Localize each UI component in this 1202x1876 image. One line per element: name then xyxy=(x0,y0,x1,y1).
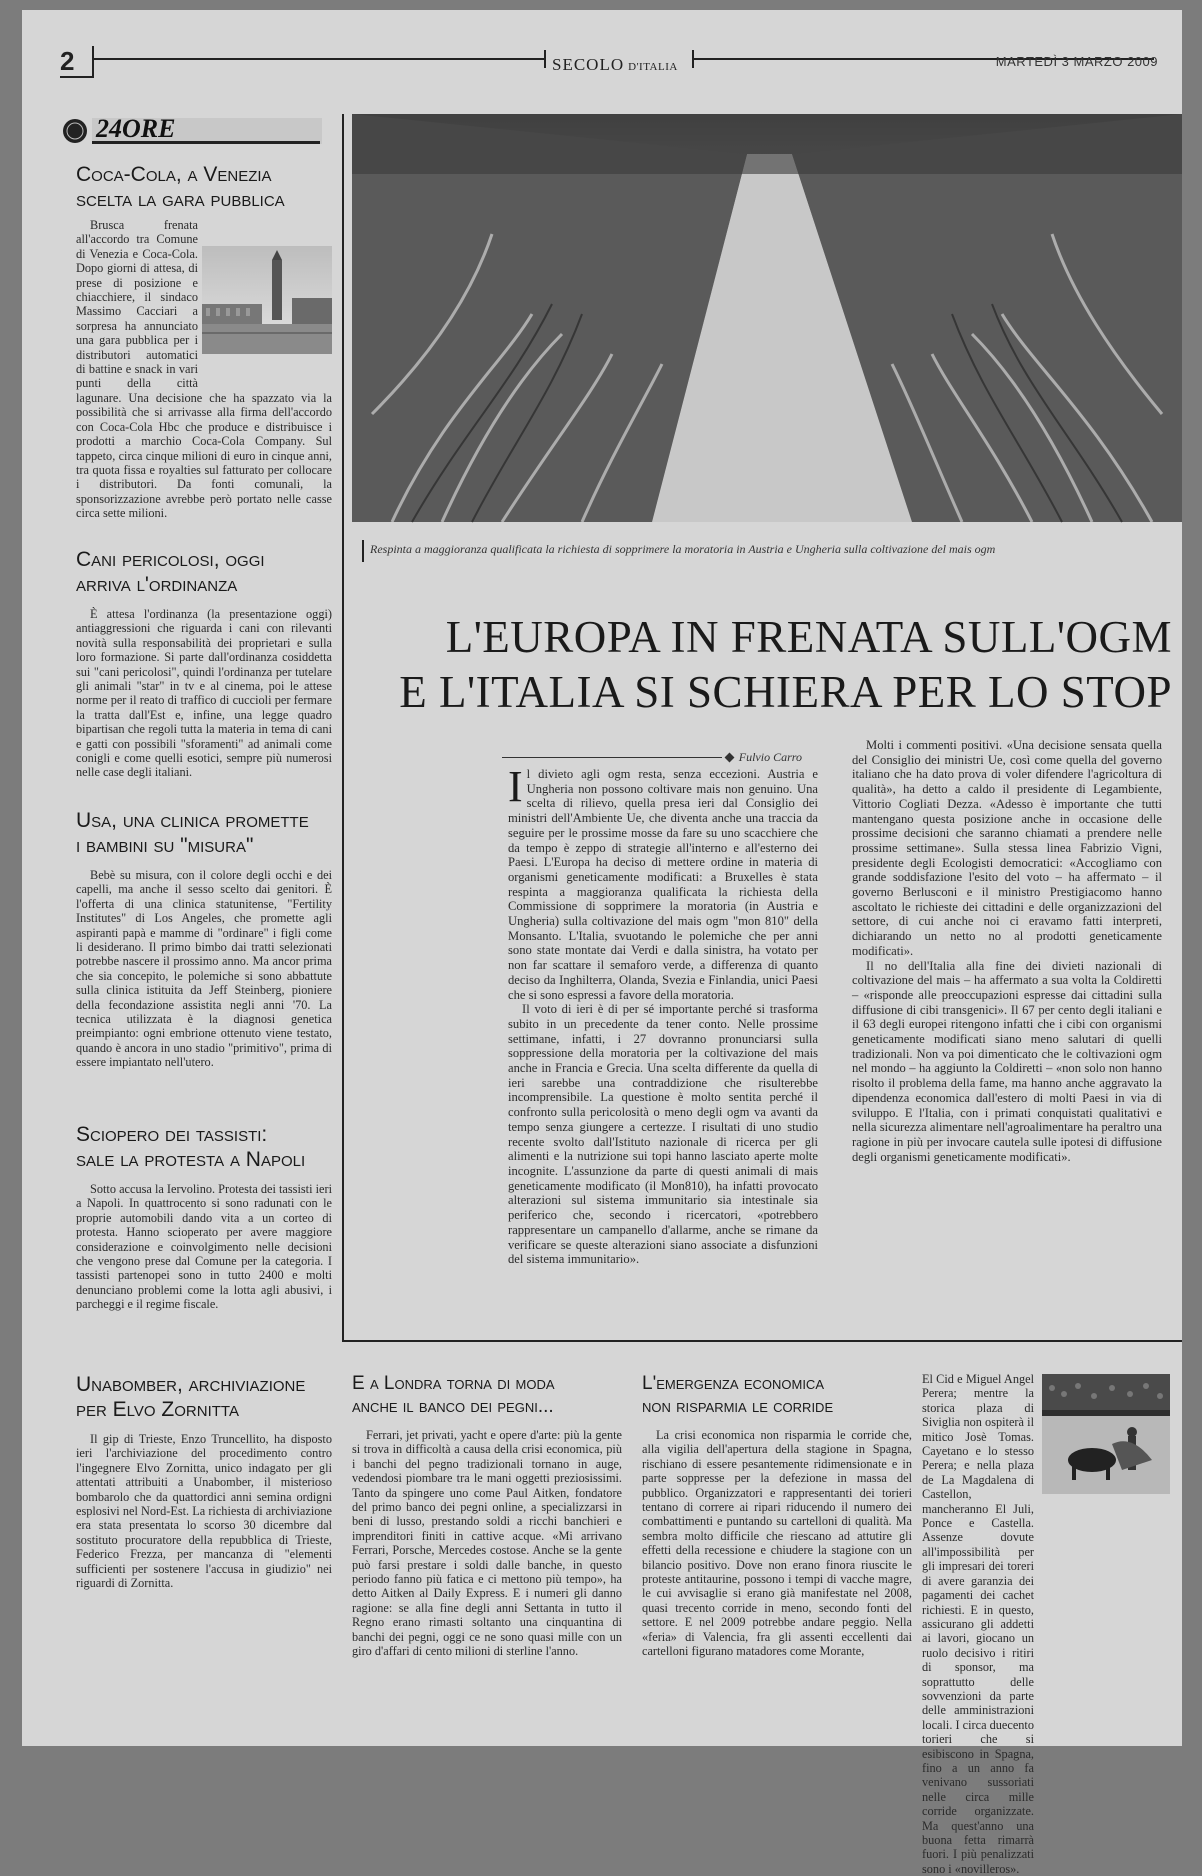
bullfight-photo xyxy=(1042,1374,1170,1494)
brief-body xyxy=(76,218,332,521)
story-body-continued: El Cid e Miguel Angel Perera; mentre la storica plaza di Siviglia non ospiterà il mitico Josè Tomas. Cayetano e lo stesso Perera; e nella plaza de La Magdalena di Castellon, mancheranno El Juli, Ponce e Castella. Assenze dovute all'impossibilità per gli impresari dei toreri di avere garanzia dei pagamenti dei cachet richiesti. E in questo, assicurano gli addetti ai lavori, giocano un ruolo decisivo i ritiri di sponsor, ma soprattutto delle sovvenzioni da parte delle amministrazioni locali. I circa duecento torieri che si esibiscono in Spagna, fino a un anno fa venivano sussoriati nelle circa mille corride organizzate. Ma quest'anno una buona fetta rimarrà fuori. I più penalizzati sono i «novilleros». xyxy=(922,1372,1034,1876)
headline-line2: E L'ITALIA SI SCHIERA PER LO STOP xyxy=(399,667,1172,717)
story-body: La crisi economica non risparmia le corride che, alla vigilia dell'apertura della stagione in Spagna, rischiano di essere pesantemente ridimensionate e in parte soppresse per la defezione in massa del pubblico. Organizzatori e rappresentanti dei torieri tentano di correre ai ripari riducendo il numero dei combattimenti e puntando su cartelloni di qualità. Ma sembra molto difficile che riescano ad attutire gli effetti della recessione e chiudere la stagione con un bilancio positivo. Dove non erano finora riuscite le proteste antitaurine, possono i tempi di vacche magre, le cui avvisaglie si erano già manifestate nel 2008, quasi trecento corride in meno, secondo fonti del settore. E nel 2009 potrebbe andare peggio. Nella «feria» di Valencia, fra gli assenti eccellenti dai cartelloni figurano matadores come Morante, xyxy=(642,1428,912,1659)
brief-body-text: Sotto accusa la Iervolino. Protesta dei tassisti ieri a Napoli. In quattrocento si sono radunati con le proprie automobili dando vita a un corteo di protesta. Hanno scioperato per avere maggiore considerazione e coinvolgimento nelle decisioni che vengono prese dal Comune per la categoria. I tassisti partenopei sono in tutto 2400 e molti denunciano problemi come la lotta agli abusivi, i parcheggi e il regime fiscale. xyxy=(76,1182,332,1312)
caption-rule xyxy=(362,540,364,562)
byline-rule xyxy=(502,757,722,758)
brief-title-line2: sale la protesta a Napoli xyxy=(76,1148,306,1171)
brief-cani xyxy=(76,547,332,780)
brief-title-line1: Coca-Cola, a Venezia xyxy=(76,163,272,186)
brief-coca-cola xyxy=(76,162,332,521)
brief-title xyxy=(76,808,332,858)
byline-author: Fulvio Carro xyxy=(738,750,802,764)
story-body: Ferrari, jet privati, yacht e opere d'arte: più la gente si trova in difficoltà a causa della crisi economica, più i banchi del pegno tradizionali tornano in auge, vedendosi piombare tra le mani oggetti preziosissimi. Tanto da spingere uno come Paul Aitken, fondatore del primo banco dei pegni online, a specializzarsi in beni di lusso, prestando soldi a ricchi banchieri e imprenditori finiti in cattive acque. «Mi arrivano Ferrari, Porsche, Mercedes costose. Anche se la gente può farsi prestare i soldi dalle banche, in questo periodo fanno più fatica e ci mettono più tempo», ha detto Aitken al Daily Express. E i numeri gli danno ragione: se alla fine degli anni Settanta in tutto il Regno erano rimasti soltanto una cinquantina di banchi dei pegni, oggi ce ne sono quasi mille con un giro d'affari di cento milioni di sterline l'anno. xyxy=(352,1428,622,1659)
bottom-story-london xyxy=(352,1372,622,1659)
brief-title xyxy=(76,547,332,597)
newspaper-page xyxy=(22,10,1182,1876)
brief-body-text: Il gip di Trieste, Enzo Truncellito, ha disposto ieri l'archiviazione del procedimento contro l'ingegnere Elvo Zornitta, unico indagato per gli attentati attribuiti a Unabomber, il misterioso bombarolo che da quattordici anni semina ordigni esplosivi nel Nord-Est. La richiesta di archiviazione era stata presentata lo scorso 30 dicembre dal sostituto procuratore della repubblica di Trieste, Federico Frezza, per mancanza di "elementi sufficienti per sostenere l'accusa in giudizio" nei riguardi di Zornitta. xyxy=(76,1432,332,1591)
header-rule-left xyxy=(94,58,544,60)
brief-title-line1: Cani pericolosi, oggi xyxy=(76,548,265,571)
brief-title xyxy=(76,1372,332,1422)
brief-body-text: Bebè su misura, con il colore degli occhi e dei capelli, ma anche il sesso scelto dai genitori. È l'offerta di una clinica statunitense, "Fertility Institutes" di Los Angeles, che promette agli aspiranti papà e mamme di "ordinare" i figli come li desiderano. Il primo bimbo dai tratti selezionati potrebbe nascere il prossimo anno. Ma ancor prima che sia concepito, le polemiche si sono abbattute sulla clinica istituita da Jeff Steinberg, pioniere della fecondazione assistita negli anni '70. La tecnica utilizzata è la diagnosi genetica preimpianto: ogni embrione ottenuto viene testato, quando è ancora in uno stadio "primitivo", prima di essere impiantato nell'utero. xyxy=(76,868,332,1070)
dropcap: I xyxy=(508,762,523,811)
main-box-bottom-rule xyxy=(342,1340,1182,1342)
story-title xyxy=(352,1372,622,1418)
brief-title-line1: Unabomber, archiviazione xyxy=(76,1373,306,1396)
masthead-small: D'ITALIA xyxy=(628,61,678,73)
masthead xyxy=(552,55,678,75)
photo-caption: Respinta a maggioranza qualificata la richiesta di sopprimere la moratoria in Austria e Ungheria sulla coltivazione del mais ogm xyxy=(370,542,996,556)
story-title-line2: non risparmia le corride xyxy=(642,1396,834,1417)
main-box-left-rule xyxy=(342,114,344,1340)
story-title-line1: E a Londra torna di moda xyxy=(352,1373,555,1394)
brief-title xyxy=(76,162,332,212)
main-headline xyxy=(352,610,1172,720)
main-story-col1 xyxy=(508,762,818,1315)
bottom-story-corride-cont xyxy=(922,1372,1034,1876)
brief-title xyxy=(76,1122,332,1172)
header-divider xyxy=(544,50,546,68)
brief-usa xyxy=(76,808,332,1070)
section-logo xyxy=(62,116,322,144)
main-story-col2 xyxy=(852,738,1162,1315)
issue-date: MARTEDÌ 3 MARZO 2009 xyxy=(995,54,1158,69)
byline xyxy=(502,750,802,765)
brief-title-line2: arriva l'ordinanza xyxy=(76,573,238,596)
brief-title-line2: per Elvo Zornitta xyxy=(76,1398,239,1421)
brief-body-text: Brusca frenata all'accordo tra Comune di Venezia e Coca-Cola. Dopo giorni di attesa, di prese di posizione e chiacchiere, il sindaco Massimo Cacciari a sorpresa ha annunciato una gara pubblica per i distributori automatici di battine e snack in vari punti della città lagunare. Una decisione che ha spazzato via la possibilità che si arrivasse alla firma dell'accordo con Coca-Cola Hbc che produce e distribuisce i prodotti a marchio Coca-Cola Company. Sul tappeto, circa cinque milioni di euro in cinque anni, tra quota fissa e royalties sul fatturato per collocare i distributori. Da fonti comunali, la sponsorizzazione avrebbe però portato nelle casse circa sette milioni. xyxy=(76,218,332,521)
main-story-p3: Molti i commenti positivi. «Una decisione sensata quella del Consiglio dei ministri Ue, così come quella del governo italiano che ha dato prova di voler difendere l'agricoltura di qualità», ha detto a caldo il presidente di Legambiente, Vittorio Cogliati Dezza. «Adesso è importante che tutti mantengano questa posizione anche in occasione delle prossime decisioni che saranno chiamati a prendere nelle prossime settimane». Sulla stessa linea Fabrizio Vigni, presidente degli Ecologisti democratici: «Accogliamo con grande soddisfazione l'esito del voto – ha affermato – il governo Berlusconi e il ministro Prestigiacomo hanno ascoltato le richieste dei cittadini e delle organizzazioni del settore, di cui anche noi ci eravamo fatti interpreti, dichiarando un netto no al prodotti geneticamente modificati». xyxy=(852,738,1162,958)
headline-line1: L'EUROPA IN FRENATA SULL'OGM xyxy=(445,612,1172,662)
brief-unabomber xyxy=(76,1372,332,1590)
main-story-p4: Il no dell'Italia alla fine dei divieti nazionali di coltivazione del mais – ha affermato a sua volta la Coldiretti – «risponde alle preoccupazioni espresse dai cittadini sulla diffusione di cibi transgenici». Il 67 per cento degli italiani e il 63 degli europei ritengono infatti che i cibi con organismi geneticamente modificati siano meno salutari di quelli tradizionali. Non va poi dimenticato che le coltivazioni ogm nel mondo – ha aggiunto la Coldiretti – «non solo non hanno risolto il problema della fame, ma hanno anche aggravato la dipendenza economica dall'estero di molti Paesi in via di sviluppo. E l'Italia, con i primati conquistati qualitativi e nella sicurezza alimentare nell'agroalimentare ha peraltro una ragione in più per invocare cautela sulle ipotesi di diffusione degli organismi geneticamente modificati». xyxy=(852,958,1162,1164)
byline-diamond xyxy=(724,753,734,763)
story-title-line1: L'emergenza economica xyxy=(642,1373,824,1394)
brief-body-text: È attesa l'ordinanza (la presentazione oggi) antiaggressioni che riguarda i cani con rilevanti novità sulla responsabilità dei proprietari e sulla loro formazione. Si parte dall'ordinanza cosiddetta sui "cani pericolosi", quindi l'ordinanza per tutelare gli animali "star" in tv e al cinema, poi le attese norme per il reato di traffico di cuccioli per fermare la tratta dall'Est e, infine, una legge quadro bipartisan che regoli tutta la materia in tema di cani e gatti con possibili "sforamenti" ad animali come conigli e come quelli esotici, sempre più numerosi nelle case degli italiani. xyxy=(76,607,332,780)
brief-title-line2: i bambini su "misura" xyxy=(76,834,254,857)
brief-title-line1: Sciopero dei tassisti: xyxy=(76,1123,268,1146)
page-number: 2 xyxy=(60,46,94,78)
brief-tassisti xyxy=(76,1122,332,1312)
story-title xyxy=(642,1372,912,1418)
story-title-line2: anche il banco dei pegni... xyxy=(352,1396,554,1417)
section-logo-text: 24ORE xyxy=(96,114,176,143)
bottom-story-corride xyxy=(642,1372,912,1659)
main-story-p2: Il voto di ieri è di per sé importante perché si trasforma subito in un precedente da tener conto. Nelle prossime settimane, infatti, i 27 dovranno pronunciarsi sulla soppressione della moratoria per la coltivazione del mais anche in Francia e Grecia. Una scelta differente da quella di ieri sarebbe una contraddizione che risulterebbe incomprensibile. La questione è molto sentita perché il confronto sulla pericolosità o meno degli ogm va avanti da tempo senza giungere a certezze. I risultati di uno studio recente svolto dall'Istituto nazionale di ricerca per gli alimenti e la nutrizione sui topi hanno lasciato aperte molte incognite. L'assunzione da parte di questi animali di mais geneticamente modificato (il Mon810), ha infatti provocato alterazioni sul sistema immunitario sia intestinale sia periferico che, secondo i ricercatori, «potrebbero rappresentare un campanello d'allarme, anche se rimane da verificare se queste alterazioni siano associate a disfunzioni del sistema immunitario». xyxy=(508,1002,818,1267)
masthead-title: SECOLO xyxy=(552,55,625,74)
brief-title-line2: scelta la gara pubblica xyxy=(76,188,285,211)
main-story-p1: l divieto agli ogm resta, senza eccezioni. Austria e Ungheria non possono coltivare mais non genuino. Una scelta di rilievo, quella presa ieri dal Consiglio dei ministri dell'Ambiente Ue, che diventa anche una traccia da seguire per le prossime mosse da fare su uno scacchiere che da tempo è zeppo di strategie all'interno e all'esterno dei Paesi. L'Europa ha deciso di mettere ordine in materia di organismi geneticamente modificati: a Bruxelles è stata respinta a maggioranza qualificata la richiesta della Commissione di sopprimere la moratoria (in Austria e Ungheria) sulla coltivazione del mais ogm "mon 810" della Monsanto. L'Italia, svuotando le polemiche che per anni sono state montate dai Verdi e dalla sinistra, ha votato per non far scattare il semaforo verde, a differenza di quanto deciso da Inghilterra, Olanda, Svezia e Finlandia, unici Paesi che si sono espressi a favore della moratoria. xyxy=(508,767,818,1002)
brief-title-line1: Usa, una clinica promette xyxy=(76,809,309,832)
cornfield-photo xyxy=(352,114,1182,522)
